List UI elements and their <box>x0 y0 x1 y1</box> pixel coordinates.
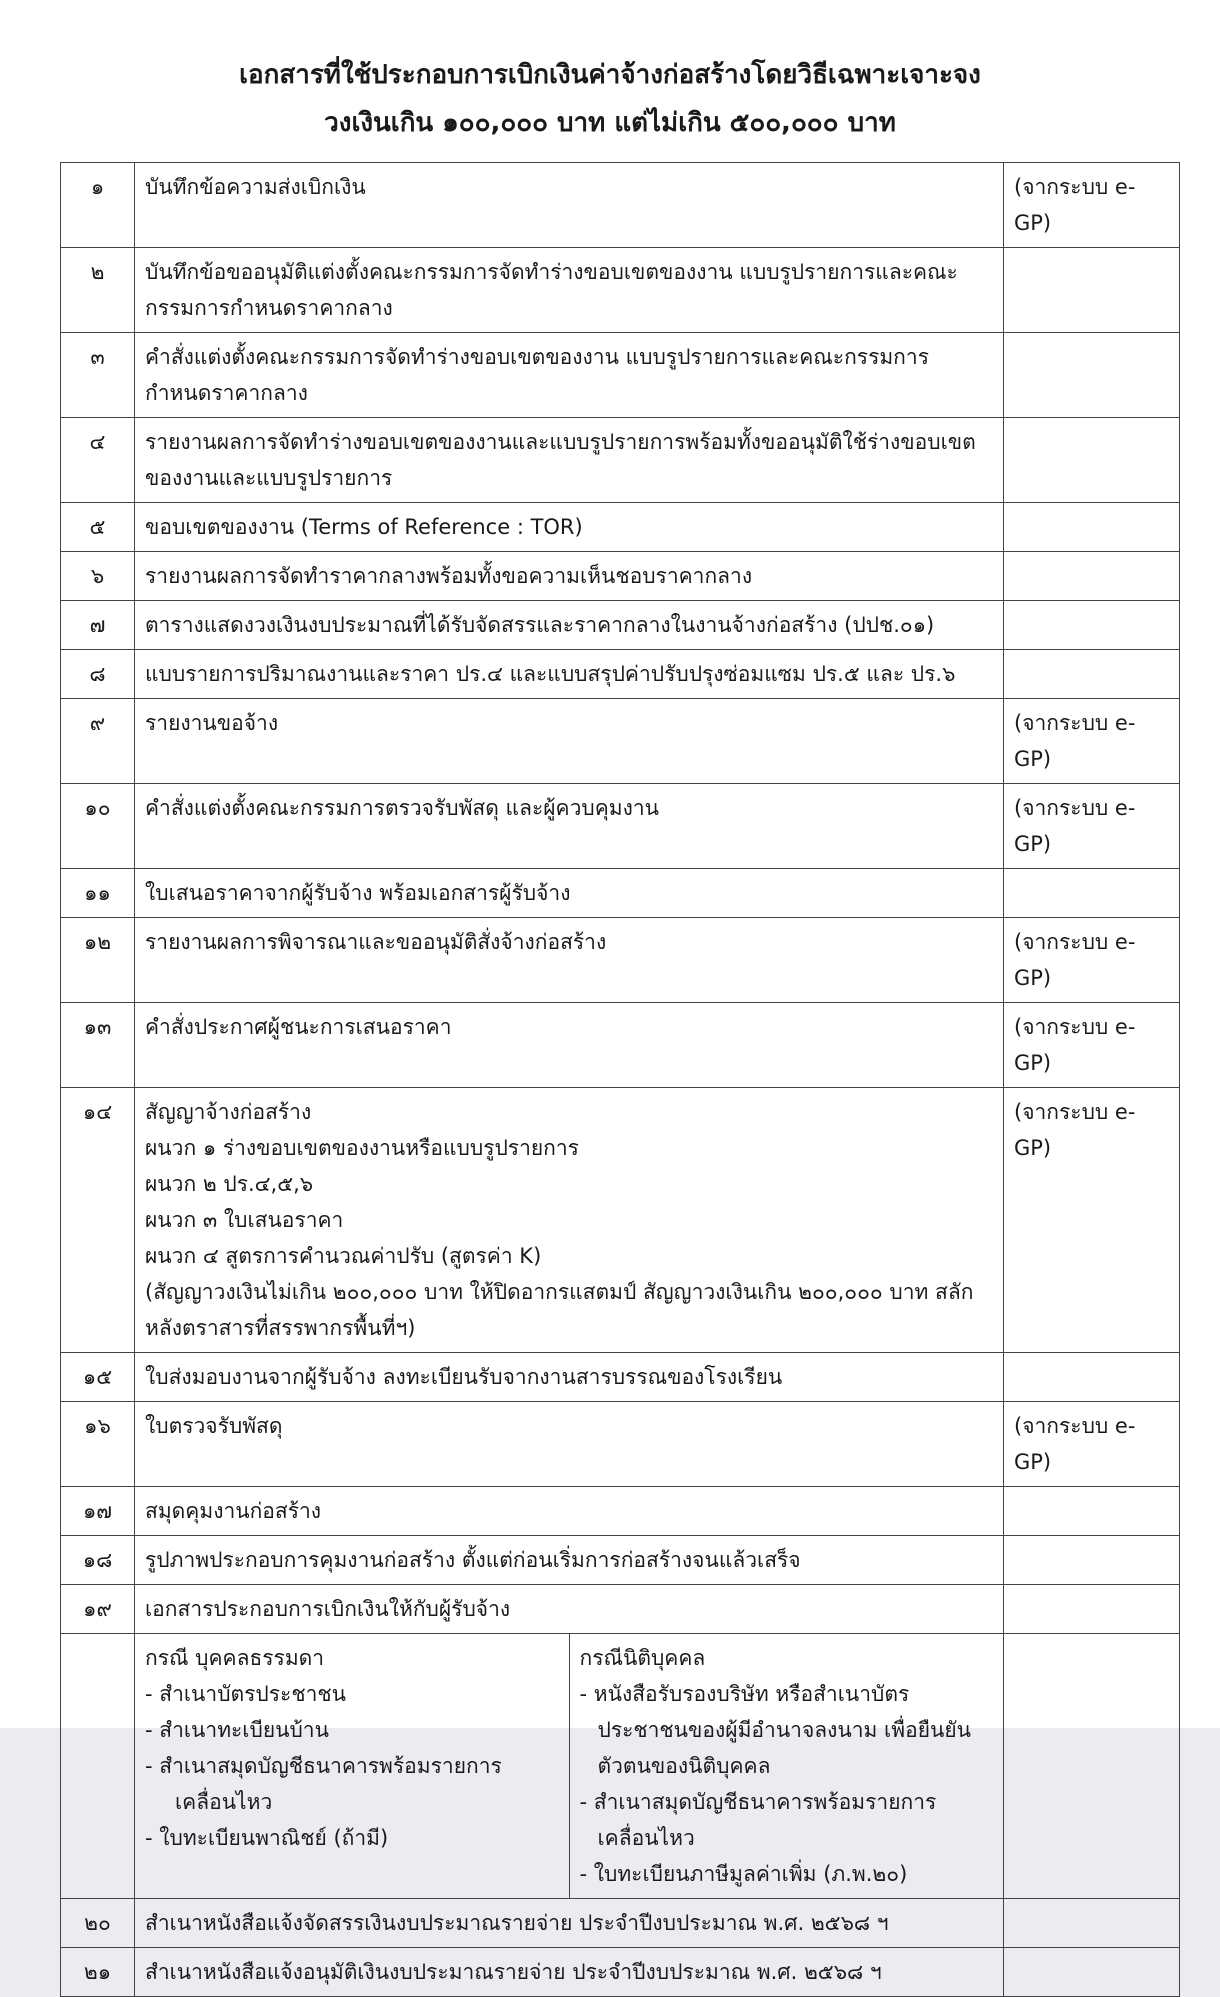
item-number: ๑๙ <box>61 1585 135 1634</box>
case-juristic <box>570 1634 1004 1898</box>
item-number: ๑๒ <box>61 918 135 1003</box>
table-row <box>61 699 1180 784</box>
item-description: ใบเสนอราคาจากผู้รับจ้าง พร้อมเอกสารผู้รับจ้าง <box>135 869 1004 918</box>
table-row <box>61 1487 1180 1536</box>
item-source-note <box>1004 333 1180 418</box>
item-number: ๘ <box>61 650 135 699</box>
item-description: สมุดคุมงานก่อสร้าง <box>135 1487 1004 1536</box>
item-annex: (สัญญาวงเงินไม่เกิน ๒๐๐,๐๐๐ บาท ให้ปิดอากรแสตมป์ สัญญาวงเงินเกิน ๒๐๐,๐๐๐ บาท สลักหลังตราสารที่สรรพากรพื้นที่ฯ) <box>145 1280 974 1340</box>
item-source-note: (จากระบบ e-GP) <box>1004 163 1180 248</box>
item-description: ตารางแสดงวงเงินงบประมาณที่ได้รับจัดสรรและราคากลางในงานจ้างก่อสร้าง (ปปช.๐๑) <box>135 601 1004 650</box>
item-description <box>135 1088 1004 1353</box>
item-source-note <box>1004 650 1180 699</box>
item-number: ๑๕ <box>61 1353 135 1402</box>
item-annex: ผนวก ๓ ใบเสนอราคา <box>145 1208 344 1232</box>
document-checklist-table <box>60 162 1180 1997</box>
item-description: สำเนาหนังสือแจ้งจัดสรรเงินงบประมาณรายจ่าย ประจำปีงบประมาณ พ.ศ. ๒๕๖๘ ฯ <box>135 1899 1004 1948</box>
case-documents <box>135 1634 1004 1899</box>
item-annex: ผนวก ๒ ปร.๔,๕,๖ <box>145 1172 314 1196</box>
item-annex: ผนวก ๔ สูตรการคำนวณค่าปรับ (สูตรค่า K) <box>145 1244 542 1268</box>
page-title: เอกสารที่ใช้ประกอบการเบิกเงินค่าจ้างก่อสร้างโดยวิธีเฉพาะเจาะจง <box>239 60 981 90</box>
case-item: - สำเนาสมุดบัญชีธนาคารพร้อมรายการเคลื่อนไหว <box>579 1790 937 1850</box>
item-number: ๙ <box>61 699 135 784</box>
item-description: คำสั่งประกาศผู้ชนะการเสนอราคา <box>135 1003 1004 1088</box>
case-item: - สำเนาทะเบียนบ้าน <box>145 1718 329 1742</box>
table-row <box>61 1948 1180 1997</box>
item-description: ใบตรวจรับพัสดุ <box>135 1402 1004 1487</box>
table-row <box>61 650 1180 699</box>
item-source-note <box>1004 869 1180 918</box>
item-number: ๑๘ <box>61 1536 135 1585</box>
item-source-note <box>1004 1899 1180 1948</box>
item-annex: ผนวก ๑ ร่างขอบเขตของงานหรือแบบรูปรายการ <box>145 1136 579 1160</box>
item-description: รูปภาพประกอบการคุมงานก่อสร้าง ตั้งแต่ก่อนเริ่มการก่อสร้างจนแล้วเสร็จ <box>135 1536 1004 1585</box>
item-number: ๖ <box>61 552 135 601</box>
item-number: ๔ <box>61 418 135 503</box>
item-source-note-empty <box>1004 1634 1180 1899</box>
table-row <box>61 601 1180 650</box>
table-row-cases <box>61 1634 1180 1899</box>
item-number: ๒๑ <box>61 1948 135 1997</box>
table-row <box>61 869 1180 918</box>
table-row <box>61 163 1180 248</box>
item-source-note: (จากระบบ e-GP) <box>1004 1402 1180 1487</box>
item-source-note <box>1004 1487 1180 1536</box>
table-row <box>61 1899 1180 1948</box>
table-row <box>61 333 1180 418</box>
item-source-note: (จากระบบ e-GP) <box>1004 1003 1180 1088</box>
item-source-note <box>1004 552 1180 601</box>
case-heading: กรณี บุคคลธรรมดา <box>145 1646 325 1670</box>
table-row <box>61 1402 1180 1487</box>
item-description: แบบรายการปริมาณงานและราคา ปร.๔ และแบบสรุปค่าปรับปรุงซ่อมแซม ปร.๕ และ ปร.๖ <box>135 650 1004 699</box>
item-source-note <box>1004 1948 1180 1997</box>
item-number: ๑๑ <box>61 869 135 918</box>
item-number: ๓ <box>61 333 135 418</box>
item-description: เอกสารประกอบการเบิกเงินให้กับผู้รับจ้าง <box>135 1585 1004 1634</box>
item-description: รายงานขอจ้าง <box>135 699 1004 784</box>
item-description: คำสั่งแต่งตั้งคณะกรรมการตรวจรับพัสดุ และผู้ควบคุมงาน <box>135 784 1004 869</box>
item-number: ๑๔ <box>61 1088 135 1353</box>
item-number: ๑๖ <box>61 1402 135 1487</box>
item-description: คำสั่งแต่งตั้งคณะกรรมการจัดทำร่างขอบเขตของงาน แบบรูปรายการและคณะกรรมการกำหนดราคากลาง <box>135 333 1004 418</box>
item-description: ใบส่งมอบงานจากผู้รับจ้าง ลงทะเบียนรับจากงานสารบรรณของโรงเรียน <box>135 1353 1004 1402</box>
table-row <box>61 503 1180 552</box>
item-source-note <box>1004 503 1180 552</box>
item-source-note <box>1004 1536 1180 1585</box>
item-number: ๗ <box>61 601 135 650</box>
item-description: บันทึกข้อขออนุมัติแต่งตั้งคณะกรรมการจัดทำร่างขอบเขตของงาน แบบรูปรายการและคณะกรรมการกำหนดราคากลาง <box>135 248 1004 333</box>
item-source-note <box>1004 601 1180 650</box>
item-number: ๒ <box>61 248 135 333</box>
case-item: - สำเนาบัตรประชาชน <box>145 1682 346 1706</box>
item-description-main: สัญญาจ้างก่อสร้าง <box>145 1100 312 1124</box>
table-row <box>61 1353 1180 1402</box>
table-row <box>61 1088 1180 1353</box>
item-source-note <box>1004 418 1180 503</box>
item-source-note: (จากระบบ e-GP) <box>1004 784 1180 869</box>
case-heading: กรณีนิติบุคคล <box>579 1646 706 1670</box>
table-row <box>61 552 1180 601</box>
item-number: ๑๗ <box>61 1487 135 1536</box>
case-item: - ใบทะเบียนภาษีมูลค่าเพิ่ม (ภ.พ.๒๐) <box>579 1862 908 1886</box>
case-person <box>135 1634 570 1898</box>
case-item: - ใบทะเบียนพาณิชย์ (ถ้ามี) <box>145 1826 389 1850</box>
table-row <box>61 418 1180 503</box>
item-description: บันทึกข้อความส่งเบิกเงิน <box>135 163 1004 248</box>
case-item: - หนังสือรับรองบริษัท หรือสำเนาบัตรประชาชนของผู้มีอำนาจลงนาม เพื่อยืนยันตัวตนของนิติบุคคล <box>579 1682 972 1778</box>
item-description: สำเนาหนังสือแจ้งอนุมัติเงินงบประมาณรายจ่าย ประจำปีงบประมาณ พ.ศ. ๒๕๖๘ ฯ <box>135 1948 1004 1997</box>
item-source-note: (จากระบบ e-GP) <box>1004 699 1180 784</box>
case-item: - สำเนาสมุดบัญชีธนาคารพร้อมรายการเคลื่อนไหว <box>145 1754 502 1814</box>
item-number: ๑๐ <box>61 784 135 869</box>
item-number: ๑๓ <box>61 1003 135 1088</box>
item-description: รายงานผลการจัดทำราคากลางพร้อมทั้งขอความเห็นชอบราคากลาง <box>135 552 1004 601</box>
item-source-note <box>1004 1353 1180 1402</box>
item-description: รายงานผลการพิจารณาและขออนุมัติสั่งจ้างก่อสร้าง <box>135 918 1004 1003</box>
page-subtitle: วงเงินเกิน ๑๐๐,๐๐๐ บาท แต่ไม่เกิน ๕๐๐,๐๐๐ บาท <box>324 108 896 138</box>
item-source-note: (จากระบบ e-GP) <box>1004 918 1180 1003</box>
item-number: ๒๐ <box>61 1899 135 1948</box>
item-source-note <box>1004 248 1180 333</box>
item-number-empty <box>61 1634 135 1899</box>
table-row <box>61 918 1180 1003</box>
table-row <box>61 1003 1180 1088</box>
table-row <box>61 1536 1180 1585</box>
table-row <box>61 248 1180 333</box>
item-number: ๑ <box>61 163 135 248</box>
table-row <box>61 784 1180 869</box>
item-source-note: (จากระบบ e-GP) <box>1004 1088 1180 1353</box>
item-description: รายงานผลการจัดทำร่างขอบเขตของงานและแบบรูปรายการพร้อมทั้งขออนุมัติใช้ร่างขอบเขตของงานและแบบรูปรายการ <box>135 418 1004 503</box>
table-row <box>61 1585 1180 1634</box>
item-description: ขอบเขตของงาน (Terms of Reference : TOR) <box>135 503 1004 552</box>
item-source-note <box>1004 1585 1180 1634</box>
item-number: ๕ <box>61 503 135 552</box>
